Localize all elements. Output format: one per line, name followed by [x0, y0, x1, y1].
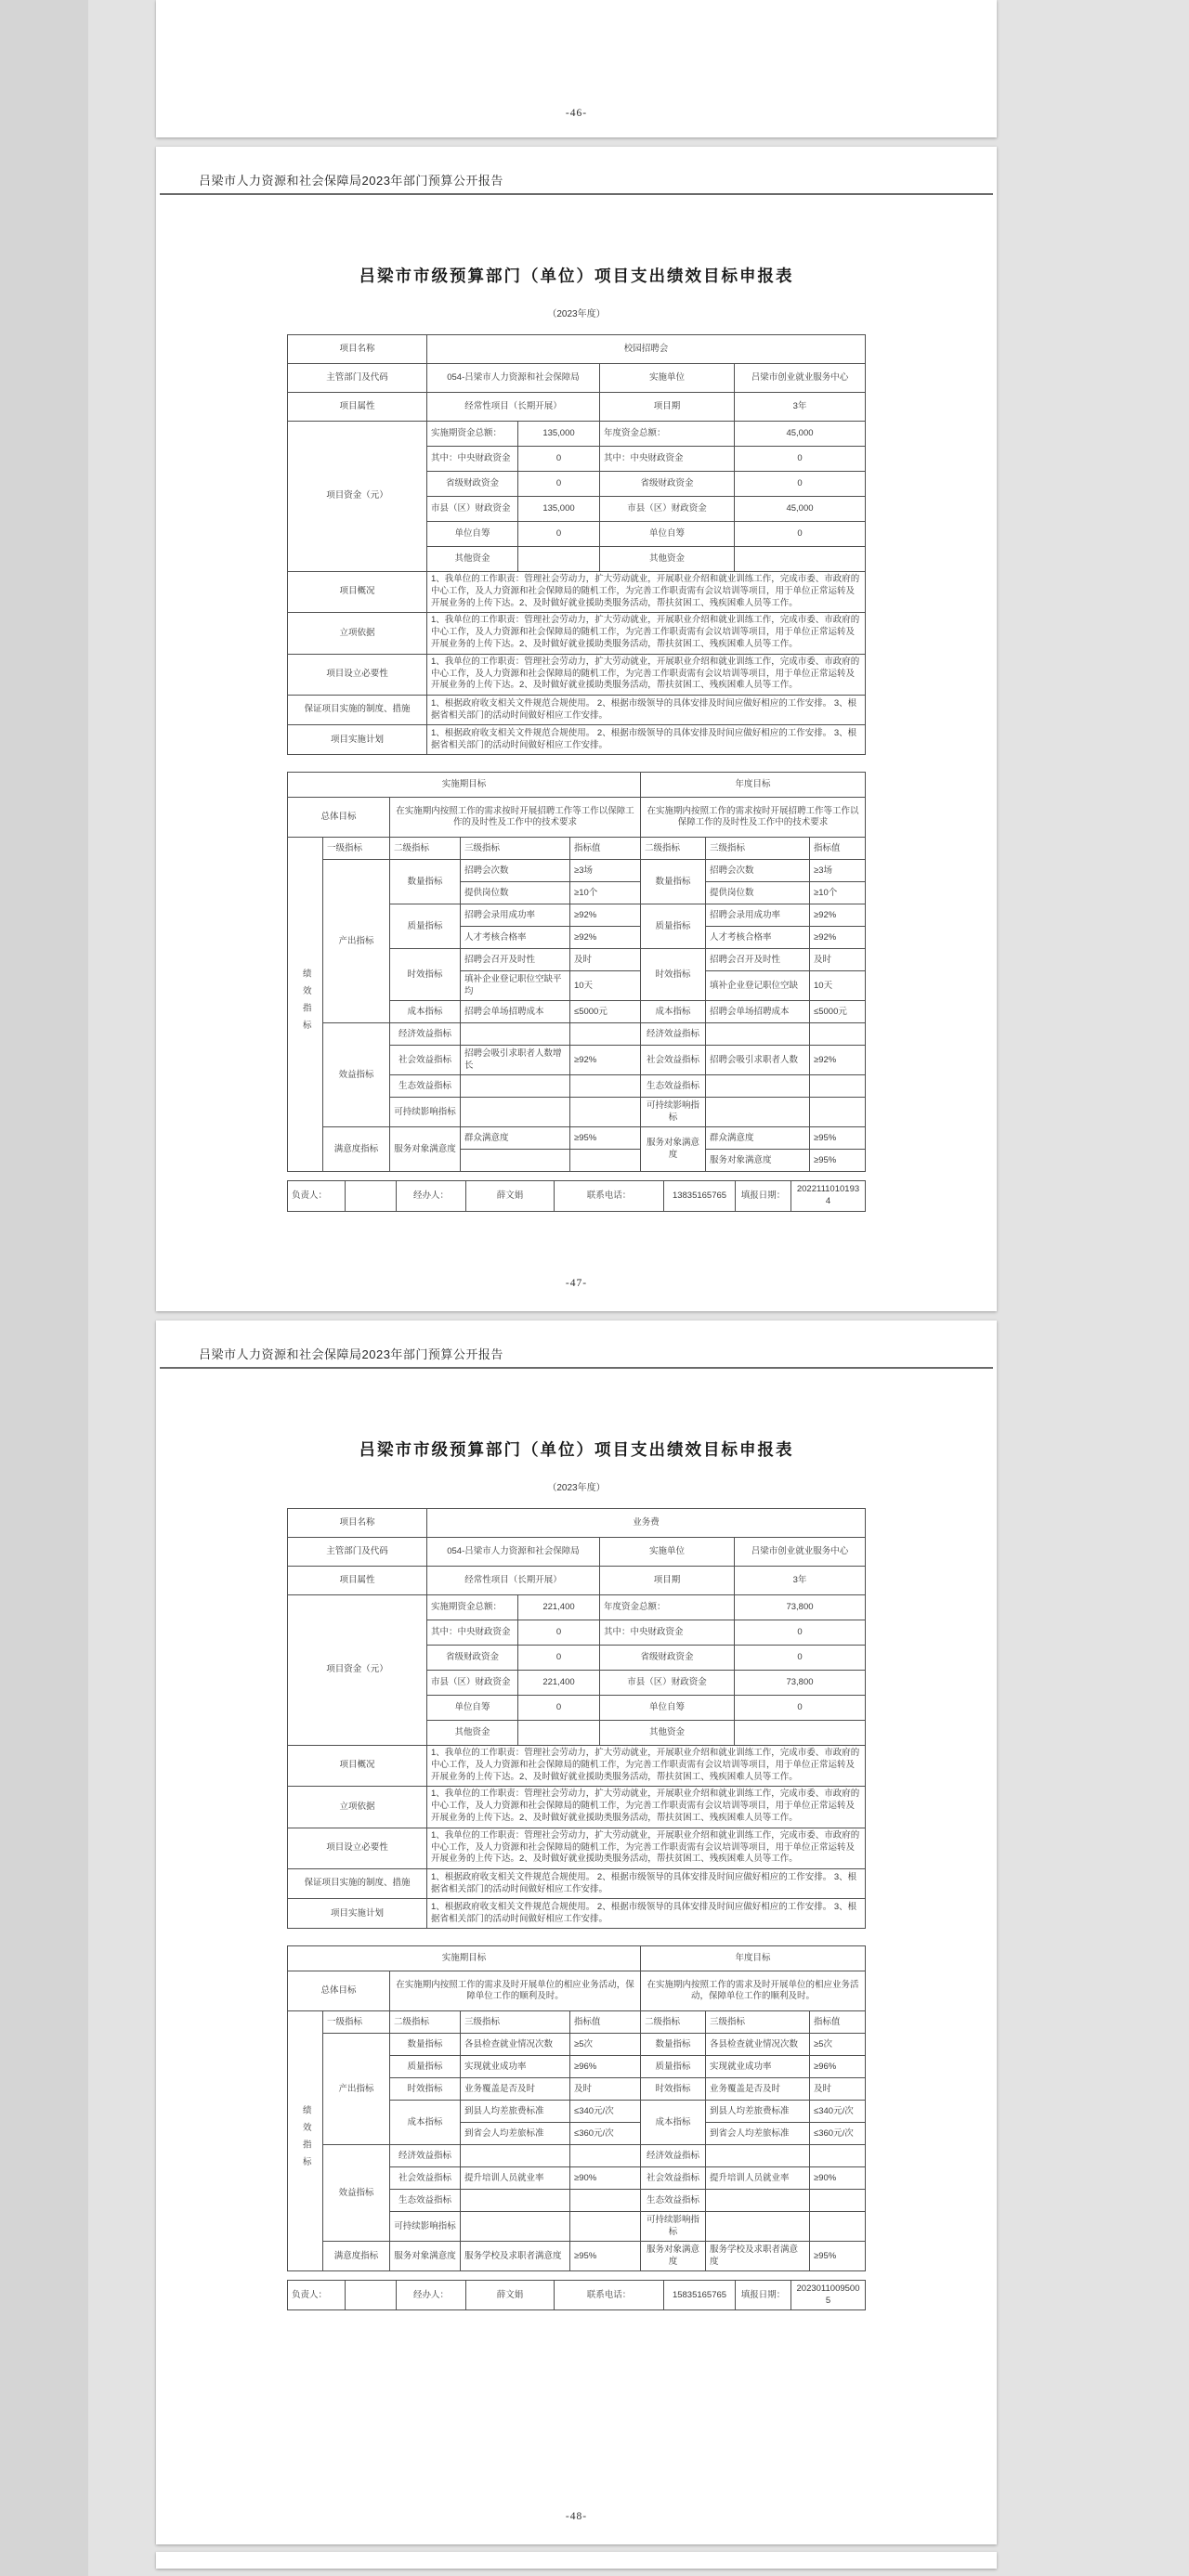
attribute-value: 经常性项目（长期开展）	[426, 393, 599, 422]
fund-label: 其中：中央财政资金	[426, 447, 517, 472]
indicator-value	[569, 2190, 640, 2212]
form-title: 吕梁市市级预算部门（单位）项目支出绩效目标申报表	[359, 267, 794, 285]
fund-value: 0	[517, 1696, 599, 1721]
row-label: 主管部门及代码	[287, 1538, 426, 1567]
header-divider	[160, 193, 993, 195]
page-49-top	[156, 2552, 997, 2569]
page-number-47: -47-	[565, 1278, 588, 1289]
col-header-l3: 三级指标	[460, 838, 569, 860]
fund-value: 0	[734, 522, 865, 547]
row-label: 项目期	[599, 1567, 734, 1595]
overview-text: 1、我单位的工作职责：管理社会劳动力，扩大劳动就业，开展职业介绍和就业训练工作，完成市委、市政府的中心工作，及人力资源和社会保障局的随机工作，为完善工作职责需有会议培训等项目，用于单位正常运转及开展业务的上传下达。2、及时做好就业援助类服务活动，帮扶贫困工、残疾困难人员等工作。	[426, 572, 865, 613]
impl-goal-header: 实施期目标	[287, 1946, 640, 1971]
row-label: 项目属性	[287, 1567, 426, 1595]
project-name-value: 业务费	[426, 1509, 865, 1538]
l1-indicator: 产出指标	[322, 860, 389, 1023]
fund-label: 省级财政资金	[599, 472, 734, 497]
fund-value	[734, 547, 865, 572]
row-label: 项目名称	[287, 1509, 426, 1538]
l2-indicator: 成本指标	[641, 1001, 706, 1023]
col-header-l3: 三级指标	[706, 2011, 810, 2034]
l2-indicator: 数量指标	[641, 860, 706, 904]
row-label: 立项依据	[287, 1787, 426, 1828]
col-header-l2: 二级指标	[389, 838, 460, 860]
indicator-value: ≥95%	[810, 1127, 866, 1150]
l2-indicator: 经济效益指标	[641, 1023, 706, 1046]
fund-value: 0	[517, 447, 599, 472]
l2-indicator: 社会效益指标	[389, 1046, 460, 1075]
row-label: 立项依据	[287, 613, 426, 654]
dept-code-value: 054-吕梁市人力资源和社会保障局	[426, 364, 599, 393]
l3-indicator: 服务学校及求职者满意度	[706, 2242, 810, 2271]
fund-value: 0	[734, 1620, 865, 1646]
fund-value	[734, 1721, 865, 1746]
period-value: 3年	[734, 1567, 865, 1595]
l2-indicator: 成本指标	[641, 2101, 706, 2145]
page-number-48: -48-	[565, 2511, 588, 2522]
fund-value: 0	[734, 472, 865, 497]
l2-indicator: 质量指标	[641, 904, 706, 949]
l3-indicator: 填补企业登记职位空缺平均	[460, 971, 569, 1001]
fund-label: 省级财政资金	[426, 472, 517, 497]
l2-indicator: 社会效益指标	[389, 2167, 460, 2190]
indicator-value: 及时	[569, 949, 640, 971]
indicator-value: ≥92%	[810, 927, 866, 949]
form-title: 吕梁市市级预算部门（单位）项目支出绩效目标申报表	[359, 1440, 794, 1459]
annual-goal-header: 年度目标	[641, 773, 866, 798]
l3-indicator: 填补企业登记职位空缺	[706, 971, 810, 1001]
col-header-l1: 一级指标	[322, 838, 389, 860]
fund-value: 0	[517, 522, 599, 547]
indicator-value: ≤360元/次	[569, 2123, 640, 2145]
l2-indicator: 服务对象满意度	[389, 1127, 460, 1172]
row-label: 项目实施计划	[287, 725, 426, 755]
l2-indicator: 成本指标	[389, 1001, 460, 1023]
col-header-value: 指标值	[810, 838, 866, 860]
page-46-bottom	[156, 0, 997, 137]
fund-label: 年度资金总额：	[599, 422, 734, 447]
indicator-value	[569, 1150, 640, 1172]
necessity-text: 1、我单位的工作职责：管理社会劳动力，扩大劳动就业，开展职业介绍和就业训练工作，完成市委、市政府的中心工作，及人力资源和社会保障局的随机工作，为完善工作职责需有会议培训等项目，用于单位正常运转及开展业务的上传下达。2、及时做好就业援助类服务活动，帮扶贫困工、残疾困难人员等工作。	[426, 1828, 865, 1868]
col-header-l2: 二级指标	[389, 2011, 460, 2034]
l3-indicator: 提供岗位数	[706, 882, 810, 904]
row-label: 实施单位	[599, 364, 734, 393]
performance-goals-table-1	[287, 772, 866, 1172]
fund-label: 单位自筹	[426, 1696, 517, 1721]
indicator-value: ≥95%	[810, 2242, 866, 2271]
indicator-value: ≥10个	[810, 882, 866, 904]
indicator-value: ≥92%	[810, 904, 866, 927]
l3-indicator: 到县人均差旅费标准	[460, 2101, 569, 2123]
indicator-value	[810, 1023, 866, 1046]
viewer-left-gutter	[0, 0, 88, 2576]
l3-indicator	[706, 1075, 810, 1098]
fund-value: 0	[734, 1646, 865, 1671]
funds-label: 项目资金（元）	[287, 1595, 426, 1746]
col-header-value: 指标值	[569, 838, 640, 860]
fund-label: 其他资金	[599, 547, 734, 572]
l2-indicator: 质量指标	[641, 2056, 706, 2078]
measures-text: 1、根据政府收支相关文件规范合规使用。 2、根据市级领导的具体安排及时间应做好相应的工作安排。 3、根据省相关部门的活动时间做好相应工作安排。	[426, 696, 865, 725]
l2-indicator: 社会效益指标	[641, 1046, 706, 1075]
indicator-value: ≥92%	[569, 904, 640, 927]
l3-indicator	[460, 1150, 569, 1172]
l3-indicator	[460, 2212, 569, 2242]
indicator-value	[569, 1023, 640, 1046]
l2-indicator: 可持续影响指标	[641, 1098, 706, 1127]
l2-indicator: 可持续影响指标	[641, 2212, 706, 2242]
l3-indicator	[706, 1098, 810, 1127]
indicator-value: ≥95%	[569, 1127, 640, 1150]
l3-indicator: 群众满意度	[460, 1127, 569, 1150]
fund-label: 市县（区）财政资金	[599, 1671, 734, 1696]
indicator-value: ≥96%	[569, 2056, 640, 2078]
fund-label: 实施期资金总额：	[426, 422, 517, 447]
l1-indicator: 效益指标	[322, 2145, 389, 2242]
handler-label: 经办人：	[397, 1181, 466, 1211]
fund-value: 45,000	[734, 422, 865, 447]
signer-table-1	[287, 1180, 866, 1211]
row-label: 项目属性	[287, 393, 426, 422]
l3-indicator: 招聘会吸引求职者人数增长	[460, 1046, 569, 1075]
l3-indicator: 人才考核合格率	[706, 927, 810, 949]
head-label: 负责人：	[288, 2281, 346, 2310]
l3-indicator	[706, 2145, 810, 2167]
l2-indicator: 服务对象满意度	[641, 1127, 706, 1172]
fund-label: 单位自筹	[599, 522, 734, 547]
basis-text: 1、我单位的工作职责：管理社会劳动力，扩大劳动就业，开展职业介绍和就业训练工作，完成市委、市政府的中心工作，及人力资源和社会保障局的随机工作，为完善工作职责需有会议培训等项目，用于单位正常运转及开展业务的上传下达。2、及时做好就业援助类服务活动，帮扶贫困工、残疾困难人员等工作。	[426, 613, 865, 654]
phone-label: 联系电话：	[555, 2281, 664, 2310]
indicator-value	[810, 2145, 866, 2167]
project-info-table-1	[287, 334, 866, 755]
fund-label: 省级财政资金	[599, 1646, 734, 1671]
l3-indicator: 业务覆盖是否及时	[460, 2078, 569, 2101]
l2-indicator: 质量指标	[389, 2056, 460, 2078]
date-label: 填报日期：	[736, 2281, 791, 2310]
fund-value: 0	[734, 447, 865, 472]
indicator-value	[569, 2212, 640, 2242]
l3-indicator: 招聘会单场招聘成本	[460, 1001, 569, 1023]
head-value	[346, 2281, 397, 2310]
col-header-l1: 一级指标	[322, 2011, 389, 2034]
l3-indicator: 招聘会单场招聘成本	[706, 1001, 810, 1023]
fund-value: 73,800	[734, 1671, 865, 1696]
fund-label: 省级财政资金	[426, 1646, 517, 1671]
l1-indicator: 满意度指标	[322, 2242, 389, 2271]
l2-indicator: 生态效益指标	[641, 2190, 706, 2212]
overall-goal-label: 总体目标	[287, 1971, 389, 2011]
project-info-table-2	[287, 1508, 866, 1929]
l3-indicator	[460, 1023, 569, 1046]
indicator-value: ≤340元/次	[569, 2101, 640, 2123]
page-48	[156, 1321, 997, 2544]
l1-indicator: 效益指标	[322, 1023, 389, 1127]
form-year: （2023年度）	[547, 1483, 606, 1493]
fund-value: 221,400	[517, 1595, 599, 1620]
indicator-value: ≤360元/次	[810, 2123, 866, 2145]
l2-indicator: 数量指标	[641, 2034, 706, 2056]
l3-indicator	[706, 1023, 810, 1046]
l3-indicator: 招聘会录用成功率	[706, 904, 810, 927]
l3-indicator: 到县人均差旅费标准	[706, 2101, 810, 2123]
indicator-value	[810, 2190, 866, 2212]
l3-indicator: 提升培训人员就业率	[706, 2167, 810, 2190]
l3-indicator: 各县检查就业情况次数	[460, 2034, 569, 2056]
annual-goal-header: 年度目标	[641, 1946, 866, 1971]
l2-indicator: 生态效益指标	[641, 1075, 706, 1098]
impl-unit-value: 吕梁市创业就业服务中心	[734, 1538, 865, 1567]
l3-indicator: 实现就业成功率	[460, 2056, 569, 2078]
indicator-value: 及时	[810, 949, 866, 971]
document-pages-column	[156, 0, 997, 2569]
l2-indicator: 质量指标	[389, 904, 460, 949]
measures-text: 1、根据政府收支相关文件规范合规使用。 2、根据市级领导的具体安排及时间应做好相应的工作安排。 3、根据省相关部门的活动时间做好相应工作安排。	[426, 1869, 865, 1899]
l1-indicator: 满意度指标	[322, 1127, 389, 1172]
basis-text: 1、我单位的工作职责：管理社会劳动力，扩大劳动就业，开展职业介绍和就业训练工作，完成市委、市政府的中心工作，及人力资源和社会保障局的随机工作，为完善工作职责需有会议培训等项目，用于单位正常运转及开展业务的上传下达。2、及时做好就业援助类服务活动，帮扶贫困工、残疾困难人员等工作。	[426, 1787, 865, 1828]
l2-indicator: 可持续影响指标	[389, 2212, 460, 2242]
report-header-title: 吕梁市人力资源和社会保障局2023年部门预算公开报告	[199, 174, 503, 188]
l3-indicator: 招聘会录用成功率	[460, 904, 569, 927]
head-value	[346, 1181, 397, 1211]
l3-indicator: 提供岗位数	[460, 882, 569, 904]
fund-value: 221,400	[517, 1671, 599, 1696]
l2-indicator: 可持续影响指标	[389, 1098, 460, 1127]
fund-value: 0	[517, 1620, 599, 1646]
fund-label: 其中：中央财政资金	[426, 1620, 517, 1646]
indicator-value: ≤340元/次	[810, 2101, 866, 2123]
indicator-value: ≥95%	[810, 1150, 866, 1172]
indicator-value: ≥3场	[569, 860, 640, 882]
l2-indicator: 经济效益指标	[389, 2145, 460, 2167]
date-value: 20230110095005	[791, 2281, 866, 2310]
attribute-value: 经常性项目（长期开展）	[426, 1567, 599, 1595]
l2-indicator: 经济效益指标	[389, 1023, 460, 1046]
funds-label: 项目资金（元）	[287, 422, 426, 572]
row-label: 保证项目实施的制度、措施	[287, 1869, 426, 1899]
l2-indicator: 服务对象满意度	[389, 2242, 460, 2271]
fund-label: 市县（区）财政资金	[426, 1671, 517, 1696]
indicator-value: ≥92%	[810, 1046, 866, 1075]
indicator-value: ≤5000元	[810, 1001, 866, 1023]
row-label: 项目概况	[287, 572, 426, 613]
indicator-value	[810, 1098, 866, 1127]
l2-indicator: 经济效益指标	[641, 2145, 706, 2167]
date-value: 20221110101934	[791, 1181, 866, 1211]
l3-indicator: 招聘会吸引求职者人数	[706, 1046, 810, 1075]
row-label: 保证项目实施的制度、措施	[287, 696, 426, 725]
indicator-value: 10天	[810, 971, 866, 1001]
l3-indicator	[460, 2190, 569, 2212]
overview-text: 1、我单位的工作职责：管理社会劳动力，扩大劳动就业，开展职业介绍和就业训练工作，完成市委、市政府的中心工作，及人力资源和社会保障局的随机工作，为完善工作职责需有会议培训等项目，用于单位正常运转及开展业务的上传下达。2、及时做好就业援助类服务活动，帮扶贫困工、残疾困难人员等工作。	[426, 1746, 865, 1787]
fund-label: 单位自筹	[599, 1696, 734, 1721]
row-label: 项目名称	[287, 335, 426, 364]
l2-indicator: 时效指标	[641, 949, 706, 1001]
row-label: 项目期	[599, 393, 734, 422]
l2-indicator: 生态效益指标	[389, 1075, 460, 1098]
indicator-value	[569, 1098, 640, 1127]
fund-label: 年度资金总额：	[599, 1595, 734, 1620]
indicator-value	[569, 2145, 640, 2167]
row-label: 项目实施计划	[287, 1899, 426, 1929]
l3-indicator: 招聘会召开及时性	[706, 949, 810, 971]
fund-label: 单位自筹	[426, 522, 517, 547]
fund-value: 135,000	[517, 422, 599, 447]
phone-value: 15835165765	[664, 2281, 736, 2310]
plan-text: 1、根据政府收支相关文件规范合规使用。 2、根据市级领导的具体安排及时间应做好相应的工作安排。 3、根据省相关部门的活动时间做好相应工作安排。	[426, 1899, 865, 1929]
l3-indicator: 招聘会召开及时性	[460, 949, 569, 971]
indicator-value: 及时	[569, 2078, 640, 2101]
handler-value: 薛文娟	[466, 1181, 555, 1211]
page-47	[156, 147, 997, 1311]
l2-indicator: 时效指标	[389, 2078, 460, 2101]
l3-indicator: 业务覆盖是否及时	[706, 2078, 810, 2101]
l3-indicator	[706, 2212, 810, 2242]
indicator-value: ≥92%	[569, 927, 640, 949]
perf-indicator-vertical-label: 绩效指标	[287, 2011, 322, 2271]
l3-indicator: 招聘会次数	[706, 860, 810, 882]
annual-goal-text: 在实施期内按照工作的需求及时开展单位的相应业务活动，保障单位工作的顺利及时。	[641, 1971, 866, 2011]
impl-goal-text: 在实施期内按照工作的需求及时开展单位的相应业务活动，保障单位工作的顺利及时。	[389, 1971, 640, 2011]
dept-code-value: 054-吕梁市人力资源和社会保障局	[426, 1538, 599, 1567]
indicator-value	[810, 1075, 866, 1098]
l2-indicator: 时效指标	[389, 949, 460, 1001]
impl-unit-value: 吕梁市创业就业服务中心	[734, 364, 865, 393]
l3-indicator	[460, 1075, 569, 1098]
l3-indicator: 招聘会次数	[460, 860, 569, 882]
fund-value: 0	[517, 472, 599, 497]
l3-indicator	[706, 2190, 810, 2212]
fund-label: 实施期资金总额：	[426, 1595, 517, 1620]
form-year: （2023年度）	[547, 309, 606, 319]
l2-indicator: 生态效益指标	[389, 2190, 460, 2212]
l3-indicator: 到省会人均差旅标准	[460, 2123, 569, 2145]
l1-indicator: 产出指标	[322, 2034, 389, 2145]
indicator-value: ≥96%	[810, 2056, 866, 2078]
l3-indicator: 到省会人均差旅标准	[706, 2123, 810, 2145]
header-divider	[160, 1367, 993, 1369]
indicator-value: ≥5次	[810, 2034, 866, 2056]
fund-label: 其中：中央财政资金	[599, 1620, 734, 1646]
indicator-value: ≥10个	[569, 882, 640, 904]
fund-value: 0	[517, 1646, 599, 1671]
l3-indicator: 各县检查就业情况次数	[706, 2034, 810, 2056]
l3-indicator: 人才考核合格率	[460, 927, 569, 949]
fund-label: 市县（区）财政资金	[426, 497, 517, 522]
perf-indicator-vertical-label: 绩效指标	[287, 838, 322, 1172]
l3-indicator: 群众满意度	[706, 1127, 810, 1150]
signer-table-2	[287, 2280, 866, 2310]
l2-indicator: 社会效益指标	[641, 2167, 706, 2190]
impl-goal-header: 实施期目标	[287, 773, 640, 798]
l3-indicator	[460, 1098, 569, 1127]
row-label: 项目设立必要性	[287, 1828, 426, 1868]
col-header-l2: 二级指标	[641, 2011, 706, 2034]
col-header-l2: 二级指标	[641, 838, 706, 860]
fund-label: 其他资金	[599, 1721, 734, 1746]
phone-value: 13835165765	[664, 1181, 736, 1211]
l3-indicator: 实现就业成功率	[706, 2056, 810, 2078]
row-label: 项目设立必要性	[287, 654, 426, 695]
head-label: 负责人：	[288, 1181, 346, 1211]
page-number-46: -46-	[565, 108, 588, 119]
indicator-value: ≥90%	[569, 2167, 640, 2190]
indicator-value: ≥92%	[569, 1046, 640, 1075]
impl-goal-text: 在实施期内按照工作的需求按时开展招聘工作等工作以保障工作的及时性及工作中的技术要求	[389, 798, 640, 838]
indicator-value: ≥90%	[810, 2167, 866, 2190]
indicator-value: ≤5000元	[569, 1001, 640, 1023]
l2-indicator: 时效指标	[641, 2078, 706, 2101]
indicator-value: ≥95%	[569, 2242, 640, 2271]
indicator-value: ≥3场	[810, 860, 866, 882]
indicator-value	[810, 2212, 866, 2242]
col-header-l3: 三级指标	[460, 2011, 569, 2034]
indicator-value	[569, 1075, 640, 1098]
overall-goal-label: 总体目标	[287, 798, 389, 838]
fund-label: 其中：中央财政资金	[599, 447, 734, 472]
l3-indicator: 服务对象满意度	[706, 1150, 810, 1172]
date-label: 填报日期：	[736, 1181, 791, 1211]
fund-value: 45,000	[734, 497, 865, 522]
handler-label: 经办人：	[397, 2281, 466, 2310]
l2-indicator: 成本指标	[389, 2101, 460, 2145]
fund-label: 其他资金	[426, 547, 517, 572]
row-label: 项目概况	[287, 1746, 426, 1787]
fund-label: 其他资金	[426, 1721, 517, 1746]
fund-value: 135,000	[517, 497, 599, 522]
row-label: 实施单位	[599, 1538, 734, 1567]
indicator-value: 及时	[810, 2078, 866, 2101]
indicator-value: 10天	[569, 971, 640, 1001]
annual-goal-text: 在实施期内按照工作的需求按时开展招聘工作等工作以保障工作的及时性及工作中的技术要求	[641, 798, 866, 838]
project-name-value: 校园招聘会	[426, 335, 865, 364]
period-value: 3年	[734, 393, 865, 422]
fund-value: 0	[734, 1696, 865, 1721]
row-label: 主管部门及代码	[287, 364, 426, 393]
fund-label: 市县（区）财政资金	[599, 497, 734, 522]
phone-label: 联系电话：	[555, 1181, 664, 1211]
necessity-text: 1、我单位的工作职责：管理社会劳动力，扩大劳动就业，开展职业介绍和就业训练工作，完成市委、市政府的中心工作，及人力资源和社会保障局的随机工作，为完善工作职责需有会议培训等项目，用于单位正常运转及开展业务的上传下达。2、及时做好就业援助类服务活动，帮扶贫困工、残疾困难人员等工作。	[426, 654, 865, 695]
l3-indicator	[460, 2145, 569, 2167]
fund-value	[517, 1721, 599, 1746]
col-header-value: 指标值	[810, 2011, 866, 2034]
plan-text: 1、根据政府收支相关文件规范合规使用。 2、根据市级领导的具体安排及时间应做好相应的工作安排。 3、根据省相关部门的活动时间做好相应工作安排。	[426, 725, 865, 755]
fund-value: 73,800	[734, 1595, 865, 1620]
col-header-l3: 三级指标	[706, 838, 810, 860]
performance-goals-table-2	[287, 1945, 866, 2271]
l2-indicator: 数量指标	[389, 2034, 460, 2056]
col-header-value: 指标值	[569, 2011, 640, 2034]
report-header-title: 吕梁市人力资源和社会保障局2023年部门预算公开报告	[199, 1347, 503, 1361]
indicator-value: ≥5次	[569, 2034, 640, 2056]
handler-value: 薛文娟	[466, 2281, 555, 2310]
l2-indicator: 服务对象满意度	[641, 2242, 706, 2271]
l3-indicator: 提升培训人员就业率	[460, 2167, 569, 2190]
l3-indicator: 服务学校及求职者满意度	[460, 2242, 569, 2271]
l2-indicator: 数量指标	[389, 860, 460, 904]
fund-value	[517, 547, 599, 572]
